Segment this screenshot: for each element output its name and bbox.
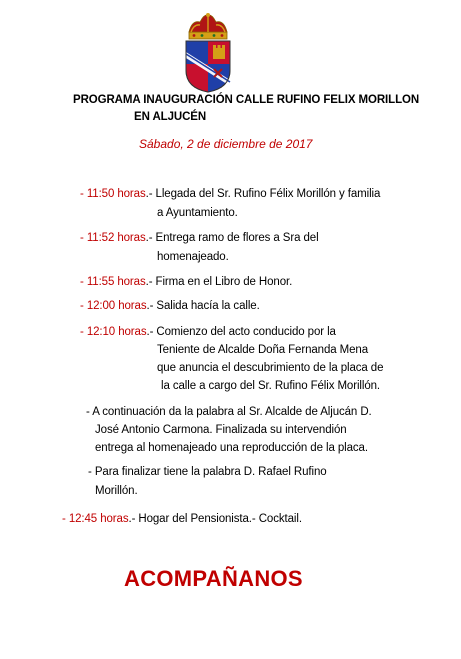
schedule-text: .- Entrega ramo de flores a Sra del (145, 232, 319, 244)
schedule-text: .- Salida hacía la calle. (146, 300, 260, 312)
schedule-text-cont: que anuncia el descubrimiento de la placa de (157, 362, 384, 374)
schedule-text: .- Llegada del Sr. Rufino Félix Morillón y familia (145, 188, 381, 200)
schedule-text: .- Comienzo del acto conducido por la (146, 326, 336, 338)
schedule-time: - 12:00 horas (80, 300, 147, 312)
coat-of-arms-icon (180, 12, 236, 94)
crown-icon (189, 13, 227, 39)
schedule-time: - 12:45 horas (62, 513, 129, 525)
schedule-item (80, 326, 336, 338)
schedule-text: .- Firma en el Libro de Honor. (145, 276, 293, 288)
schedule-time: - 12:10 horas (80, 326, 147, 338)
schedule-text: .- Hogar del Pensionista.- Cocktail. (128, 513, 302, 525)
paragraph-line: - Para finalizar tiene la palabra D. Rafael Rufino (88, 466, 327, 478)
paragraph-line: - A continuación da la palabra al Sr. Alcalde de Aljucán D. (86, 406, 372, 418)
program-title: PROGRAMA INAUGURACIÓN CALLE RUFINO FELIX MORILLON (73, 94, 420, 106)
closing-banner: ACOMPAÑANOS (124, 566, 303, 591)
schedule-time: - 11:52 horas (80, 232, 146, 244)
schedule-item (80, 188, 380, 200)
program-title-location: EN ALJUCÉN (134, 111, 207, 123)
schedule-item (62, 513, 302, 525)
schedule-text-cont: homenajeado. (157, 251, 229, 263)
schedule-item (80, 276, 292, 288)
schedule-time: - 11:55 horas (80, 276, 146, 288)
shield-icon (186, 41, 230, 92)
paragraph-line: entrega al homenajeado una reproducción de la placa. (95, 442, 368, 454)
schedule-item (80, 300, 260, 312)
schedule-time: - 11:50 horas (80, 188, 146, 200)
schedule-text-cont: la calle a cargo del Sr. Rufino Félix Morillón. (161, 380, 381, 392)
paragraph-line: Morillón. (95, 485, 138, 497)
event-date: Sábado, 2 de diciembre de 2017 (139, 137, 313, 151)
paragraph-line: José Antonio Carmona. Finalizada su intervendión (95, 424, 347, 436)
schedule-item (80, 232, 319, 244)
schedule-text-cont: a Ayuntamiento. (157, 207, 238, 219)
schedule-text-cont: Teniente de Alcalde Doña Fernanda Mena (157, 344, 369, 356)
